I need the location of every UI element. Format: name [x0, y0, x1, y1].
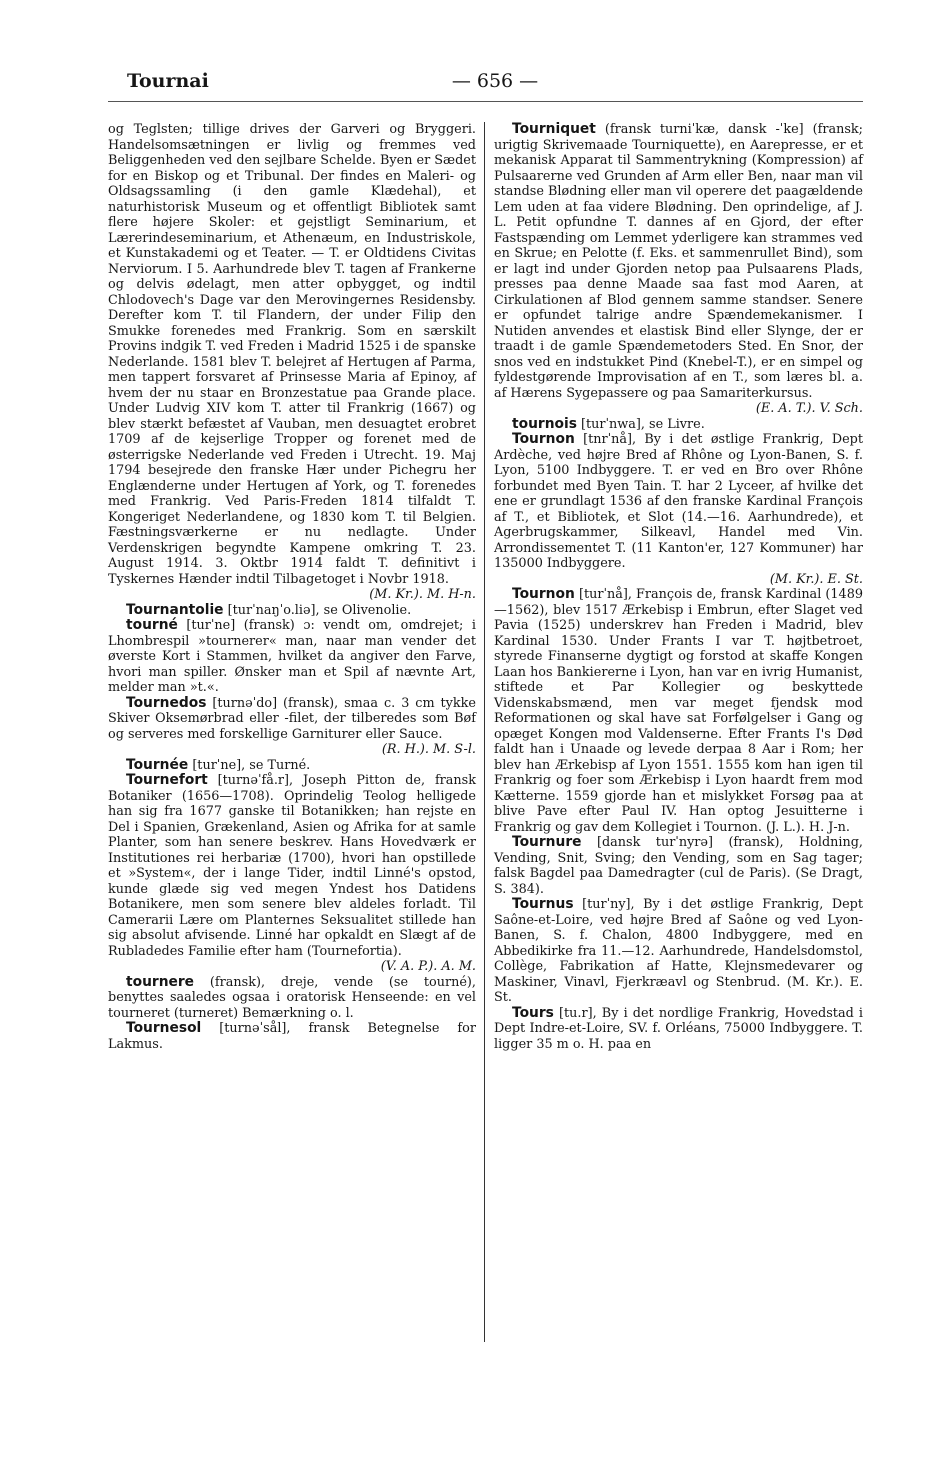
entry [108, 603, 476, 619]
entry-text: [turnəˈsål], fransk Betegnelse for Lakmus. [108, 1021, 476, 1052]
running-headword: Tournai [127, 70, 209, 92]
entry-text: (fransk turniˈkæ, dansk -ˈke] (fransk; urigtig Skrivemaade Tourniquette), en Aarepresse, er et mekanisk Apparat til Sammentrykning (Kompression) af Pulsaarerne ved Grunden af Arm eller Ben, naar man vil standse Blødning eller man vil operere det paagældende Lem uden at faa videre Blødning. Den oprindelige, af J. L. Petit opfundne T. dannes af en Gjord, der efter Fastspænding om Lemmet yderligere kan strammes ved en Skrue; en Pelotte (f. Eks. et sammenrullet Bind), som er lagt ind under Gjorden netop paa Pulsaarens Plads, presses paa denne Maade saa fast mod Aaren, at Cirkulationen af Blod gennem samme standser. Senere er opfundet talrige andre Spændemekanismer. I Nutiden anvendes et elastisk Bind eller Slynge, der er traadt i de gamle Spændemetoders Sted. En Snor, der snos ved en indstukket Pind (Knebel-T.), er en simpel og fyldestgørende Improvisation af en T., som læres bl. a. af Hærens Sygepassere og paa Samariterkursus. [494, 122, 863, 401]
entry-headword: Tournon [512, 586, 575, 602]
column-divider [484, 122, 485, 1342]
entry-text: og Teglsten; tillige drives der Garveri og Bryggeri. Handelsomsætningen er livlig og fremmes ved Beliggenheden ved den sejlbare Schelde. Byen er Sædet for en Biskop og et Tribunal. Der findes en Maleri- og Oldsagssamling (i den gamle Klædehal), et naturhistorisk Museum og et offentligt Bibliotek samt flere højere Skoler: et gejstligt Seminarium, et Lærerindeseminarium, et Athenæum, en Industriskole, et Kunstakademi og et Teater. — T. er Oldtidens Civitas Nerviorum. I 5. Aarhundrede blev T. tagen af Frankerne og delvis ødelagt, men atter opbygget, og indtil Chlodovech's Dage var den Merovingernes Residensby. Derefter kom T. til Flandern, der under Filip den Smukke forenedes med Frankrig. Som en særskilt Provins indgik T. ved Freden i Madrid 1525 i de spanske Nederlande. 1581 blev T. belejret af Hertugen af Parma, men tappert forsvaret af Prinsesse Maria af Epinoy, af hvem der nu staar en Bronzestatue paa Grande place. Under Ludvig XIV kom T. atter til Frankrig (1667) og blev stærkt befæstet af Vauban, men desuagtet erobret 1709 af de kejserlige Tropper og forenet med de østerrigske Nederlande ved Freden i Utrecht. 19. Maj 1794 besejrede den franske Hær under Pichegru her Englænderne under Hertugen af York, og T. forenedes med Frankrig. Ved Paris-Freden 1814 tilfaldt T. Kongeriget Nederlandene, og 1830 kom T. til Belgien. Fæstningsværkerne er nu nedlagte. Under Verdenskrigen begyndte Kampene omkring T. 23. August 1914. 3. Oktbr 1914 faldt T. definitivt i Tyskernes Hænder indtil Tilbagetoget i Novbr 1918. [108, 122, 476, 587]
entry [108, 696, 476, 758]
page-header [127, 70, 863, 104]
entry-headword: Tournure [512, 834, 582, 850]
entry-headword: Tournon [512, 431, 575, 447]
entry-signature: (M. Kr.). M. H-n. [369, 587, 476, 602]
entry-text: (fransk), dreje, vende (se tourné), benyttes saaledes ogsaa i oratorisk Henseende: en vel tourneret (turneret) Bemærkning o. l. [108, 974, 476, 1021]
entry-text: [turˈne] (fransk) ɔ: vendt om, omdrejet; i Lhombrespil »tournerer« man, naar man vender det øverste Kort i Stammen, hvilket da angiver den Farve, hvori man spiller. Ønsker man et Spil af nævnte Art, melder man »t.«. [108, 618, 476, 695]
entry [494, 122, 863, 417]
entry-headword: Tournesol [126, 1020, 202, 1036]
entry-text: [turnəˈdo] (fransk), smaa c. 3 cm tykke Skiver Oksemørbrad eller -filet, der tilberedes som Bøf og serveres med forskellige Garniturer eller Sauce. [108, 695, 476, 742]
entry [494, 417, 863, 433]
entry-headword: Tournedos [126, 694, 207, 711]
entry-text: [tu.r], By i det nordlige Frankrig, Hovedstad i Dept Indre-et-Loire, SV. f. Orléans, 75000 Indbyggere. T. ligger 35 m o. H. paa en [494, 1005, 863, 1052]
entry-headword: Tournantolie [126, 601, 224, 618]
entry-signature: (V. A. P.). A. M. [380, 959, 476, 974]
entry-text: [dansk turˈnyrə] (fransk), Holdning, Vending, Snit, Sving; den Vending, som en Sag tager; falsk Bagdel paa Damedragter (cul de Paris). (Se Dragt, S. 384). [494, 835, 863, 897]
entry-text: [turˈnaŋˈo.liə], se Olivenolie. [227, 602, 412, 618]
entry-signature: (M. Kr.). E. St. [769, 571, 863, 587]
entry-text: [turˈne], se Turné. [192, 757, 311, 773]
entry-signature: (R. H.). M. S-l. [381, 742, 476, 757]
entry-headword: Tournée [126, 756, 189, 773]
entry-headword: tourné [126, 617, 178, 633]
entry-text: [turnəˈfå.r], Joseph Pitton de, fransk Botaniker (1656—1708). Oprindelig Teolog helligede han sig fra 1677 ganske til Botanikken; han rejste en Del i Spanien, Grækenland, Asien og Afrika for at samle Planter, som han senere beskrev. Hans Hovedværk er Institutiones rei herbariæ (1700), hvori han opstillede et »System«, der i lange Tider, indtil Linné's opstod, kunde glæde sig ved megen Yndest hos Datidens Botanikere, men som senere blev aldeles forladt. Til Camerarii Lære om Planternes Seksualitet stillede han sig absolut afvisende. Linné har opkaldt en Slægt af de Rubladedes Familie efter ham (Tournefortia). [108, 773, 476, 959]
entry-headword: Tournefort [126, 772, 208, 788]
entry-signature: (E. A. T.). V. Sch. [755, 401, 863, 416]
entry-headword: Tourniquet [512, 121, 596, 137]
entry [494, 1006, 863, 1053]
entry-headword: tournois [512, 415, 577, 432]
entry [108, 122, 476, 603]
entry-text: [turˈny], By i det østlige Frankrig, Dept Saône-et-Loire, ved højre Bred af Saône og ved Lyon-Banen, S. f. Chalon, 4800 Indbyggere, med en Abbedikirke fra 11.—12. Aarhundrede, Handelsdomstol, Collège, Fabrikation af Hatte, Klejnsmedevarer og Maskiner, Vinavl, Fjerkræavl og Stenbrud. (M. Kr.). E. St. [494, 897, 863, 1005]
header-rule [108, 101, 863, 102]
entry [494, 587, 863, 835]
entry-headword: Tournus [512, 896, 574, 912]
entry-headword: tournere [126, 973, 195, 990]
entry-headword: Tours [512, 1004, 554, 1021]
entry [494, 897, 863, 1006]
entry-text: [turˈnwa], se Livre. [581, 416, 705, 432]
entry [494, 835, 863, 897]
entry-text: [tnrˈnå], By i det østlige Frankrig, Dept Ardèche, ved højre Bred af Rhône og Lyon-Banen, S. f. Lyon, 5100 Indbyggere. T. er ved en Bro over Rhône forbundet med Byen Tain. T. har 2 Lyceer, af hvilke det ene er grundlagt 1536 af den franske Kardinal François af T., et Bibliotek, et Slot (14.—16. Aarhundrede), et Agerbrugskammer, Silkeavl, Handel med Vin. Arrondissementet T. (11 Kanton'er, 127 Kommuner) har 135000 Indbyggere. [494, 432, 864, 571]
page-number: — 656 — [451, 70, 539, 92]
left-column [108, 122, 476, 1344]
entry-text: [turˈnå], François de, fransk Kardinal (1489—1562), blev 1517 Ærkebisp i Embrun, efter Slaget ved Pavia (1525) underskrev han Freden i Madrid, blev Kardinal 1530. Under Frants I var T. højtbetroet, styrede Finanserne dygtigt og forstod at skaffe Kongen Laan hos Bankiererne i Lyon, han var en ivrig Humanist, stiftede et Par Kollegier og beskyttede Videnskabsmænd, men var meget fjendsk mod Reformationen og skal have sat Forfølgelser i Gang og opæget Kongen mod Valdenserne. Efter Frants I's Død faldt han i Unaade og levede derpaa 8 Aar i Rom; her blev han Ærkebisp af Lyon 1551. 1555 kom han igen til Frankrig og foer som Ærkebisp i Lyon haardt frem mod Kætterne. 1559 gjorde han et mislykket Forsøg paa at blive Pave efter Paul IV. Han optog Jesuitterne i Frankrig og gav dem Kollegiet i Tournon. (J. L.). H. J-n. [494, 587, 863, 835]
entry [494, 432, 863, 587]
entry [108, 975, 476, 1022]
entry [108, 773, 476, 975]
right-column [494, 122, 863, 1344]
entry [108, 1021, 476, 1052]
entry [108, 758, 476, 774]
entry [108, 618, 476, 696]
